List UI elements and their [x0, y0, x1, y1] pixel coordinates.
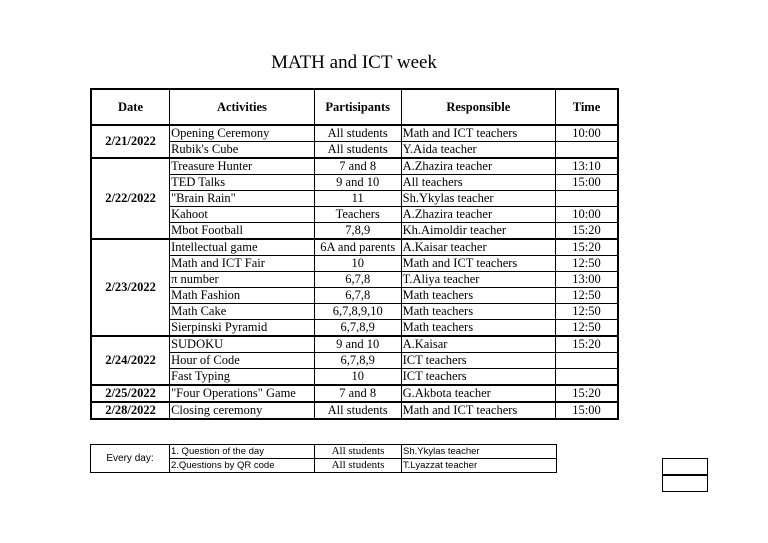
responsible-cell: A.Kaisar — [401, 336, 555, 353]
daily-activity: 2.Questions by QR code — [170, 459, 315, 473]
participants-cell: 6,7,8 — [314, 288, 401, 304]
activity-cell: Sierpinski Pyramid — [170, 320, 315, 337]
time-cell — [555, 369, 618, 386]
daily-participants: All students — [315, 459, 402, 473]
header-responsible: Responsible — [401, 89, 555, 125]
table-row — [91, 125, 618, 142]
table-row — [91, 223, 618, 240]
daily-row — [91, 445, 557, 459]
responsible-cell: All teachers — [401, 175, 555, 191]
participants-cell: All students — [314, 125, 401, 142]
responsible-cell: Math and ICT teachers — [401, 125, 555, 142]
time-cell: 10:00 — [555, 125, 618, 142]
responsible-cell: Math teachers — [401, 320, 555, 337]
time-cell: 15:00 — [555, 175, 618, 191]
responsible-cell: A.Zhazira teacher — [401, 207, 555, 223]
header-date: Date — [91, 89, 170, 125]
time-cell: 15:00 — [555, 402, 618, 419]
participants-cell: Teachers — [314, 207, 401, 223]
table-row — [91, 369, 618, 386]
responsible-cell: ICT teachers — [401, 369, 555, 386]
participants-cell: 7 and 8 — [314, 385, 401, 402]
participants-cell: 7,8,9 — [314, 223, 401, 240]
date-cell: 2/24/2022 — [91, 336, 170, 385]
daily-label: Every day: — [91, 445, 170, 473]
activity-cell: Intellectual game — [170, 239, 315, 256]
daily-responsible: T.Lyazzat teacher — [402, 459, 557, 473]
time-cell: 12:50 — [555, 304, 618, 320]
header-activities: Activities — [170, 89, 315, 125]
time-cell: 15:20 — [555, 223, 618, 240]
activity-cell: Rubik's Cube — [170, 142, 315, 159]
daily-responsible: Sh.Ykylas teacher — [402, 445, 557, 459]
time-cell: 15:20 — [555, 336, 618, 353]
activity-cell: TED Talks — [170, 175, 315, 191]
time-cell — [555, 191, 618, 207]
header-time: Time — [555, 89, 618, 125]
time-cell — [555, 353, 618, 369]
table-row — [91, 336, 618, 353]
table-row — [91, 142, 618, 159]
time-cell: 15:20 — [555, 239, 618, 256]
table-row — [91, 191, 618, 207]
responsible-cell: G.Akbota teacher — [401, 385, 555, 402]
participants-cell: 10 — [314, 369, 401, 386]
daily-activity: 1. Question of the day — [170, 445, 315, 459]
activity-cell: "Brain Rain" — [170, 191, 315, 207]
activity-cell: Closing ceremony — [170, 402, 315, 419]
participants-cell: All students — [314, 142, 401, 159]
time-cell: 13:10 — [555, 158, 618, 175]
activity-cell: Hour of Code — [170, 353, 315, 369]
responsible-cell: Kh.Aimoldir teacher — [401, 223, 555, 240]
responsible-cell: T.Aliya teacher — [401, 272, 555, 288]
table-row — [91, 256, 618, 272]
responsible-cell: Sh.Ykylas teacher — [401, 191, 555, 207]
table-row — [91, 158, 618, 175]
table-row — [91, 239, 618, 256]
activity-cell: π number — [170, 272, 315, 288]
time-cell: 15:20 — [555, 385, 618, 402]
page-title: MATH and ICT week — [271, 52, 437, 73]
time-cell: 12:50 — [555, 256, 618, 272]
header-row — [91, 89, 618, 125]
responsible-cell: Math teachers — [401, 304, 555, 320]
participants-cell: 6,7,8,9,10 — [314, 304, 401, 320]
participants-cell: 6,7,8,9 — [314, 320, 401, 337]
activity-cell: Math Fashion — [170, 288, 315, 304]
participants-cell: 10 — [314, 256, 401, 272]
header-participants: Partisipants — [314, 89, 401, 125]
date-cell: 2/25/2022 — [91, 385, 170, 402]
time-cell: 12:50 — [555, 288, 618, 304]
responsible-cell: Y.Aida teacher — [401, 142, 555, 159]
daily-table — [90, 444, 557, 473]
table-row — [91, 288, 618, 304]
table-row — [91, 175, 618, 191]
responsible-cell: ICT teachers — [401, 353, 555, 369]
participants-cell: 11 — [314, 191, 401, 207]
date-cell: 2/21/2022 — [91, 125, 170, 158]
time-cell: 10:00 — [555, 207, 618, 223]
daily-participants: All students — [315, 445, 402, 459]
table-row — [91, 353, 618, 369]
table-row — [91, 207, 618, 223]
participants-cell: 6,7,8,9 — [314, 353, 401, 369]
responsible-cell: A.Kaisar teacher — [401, 239, 555, 256]
table-row — [91, 320, 618, 337]
table-row — [91, 304, 618, 320]
participants-cell: 6,7,8 — [314, 272, 401, 288]
date-cell: 2/22/2022 — [91, 158, 170, 239]
time-cell — [555, 142, 618, 159]
responsible-cell: Math teachers — [401, 288, 555, 304]
activity-cell: Treasure Hunter — [170, 158, 315, 175]
activity-cell: Fast Typing — [170, 369, 315, 386]
table-row — [91, 385, 618, 402]
time-cell: 12:50 — [555, 320, 618, 337]
schedule-table — [90, 88, 619, 420]
empty-cell — [662, 474, 708, 492]
date-cell: 2/28/2022 — [91, 402, 170, 419]
date-cell: 2/23/2022 — [91, 239, 170, 336]
responsible-cell: Math and ICT teachers — [401, 256, 555, 272]
activity-cell: Math Cake — [170, 304, 315, 320]
activity-cell: Math and ICT Fair — [170, 256, 315, 272]
participants-cell: 7 and 8 — [314, 158, 401, 175]
time-cell: 13:00 — [555, 272, 618, 288]
activity-cell: Kahoot — [170, 207, 315, 223]
table-row — [91, 272, 618, 288]
participants-cell: 6A and parents — [314, 239, 401, 256]
participants-cell: 9 and 10 — [314, 175, 401, 191]
activity-cell: Opening Ceremony — [170, 125, 315, 142]
schedule-body — [91, 125, 618, 419]
participants-cell: All students — [314, 402, 401, 419]
table-row — [91, 402, 618, 419]
activity-cell: Mbot Football — [170, 223, 315, 240]
participants-cell: 9 and 10 — [314, 336, 401, 353]
activity-cell: "Four Operations" Game — [170, 385, 315, 402]
responsible-cell: A.Zhazira teacher — [401, 158, 555, 175]
responsible-cell: Math and ICT teachers — [401, 402, 555, 419]
activity-cell: SUDOKU — [170, 336, 315, 353]
